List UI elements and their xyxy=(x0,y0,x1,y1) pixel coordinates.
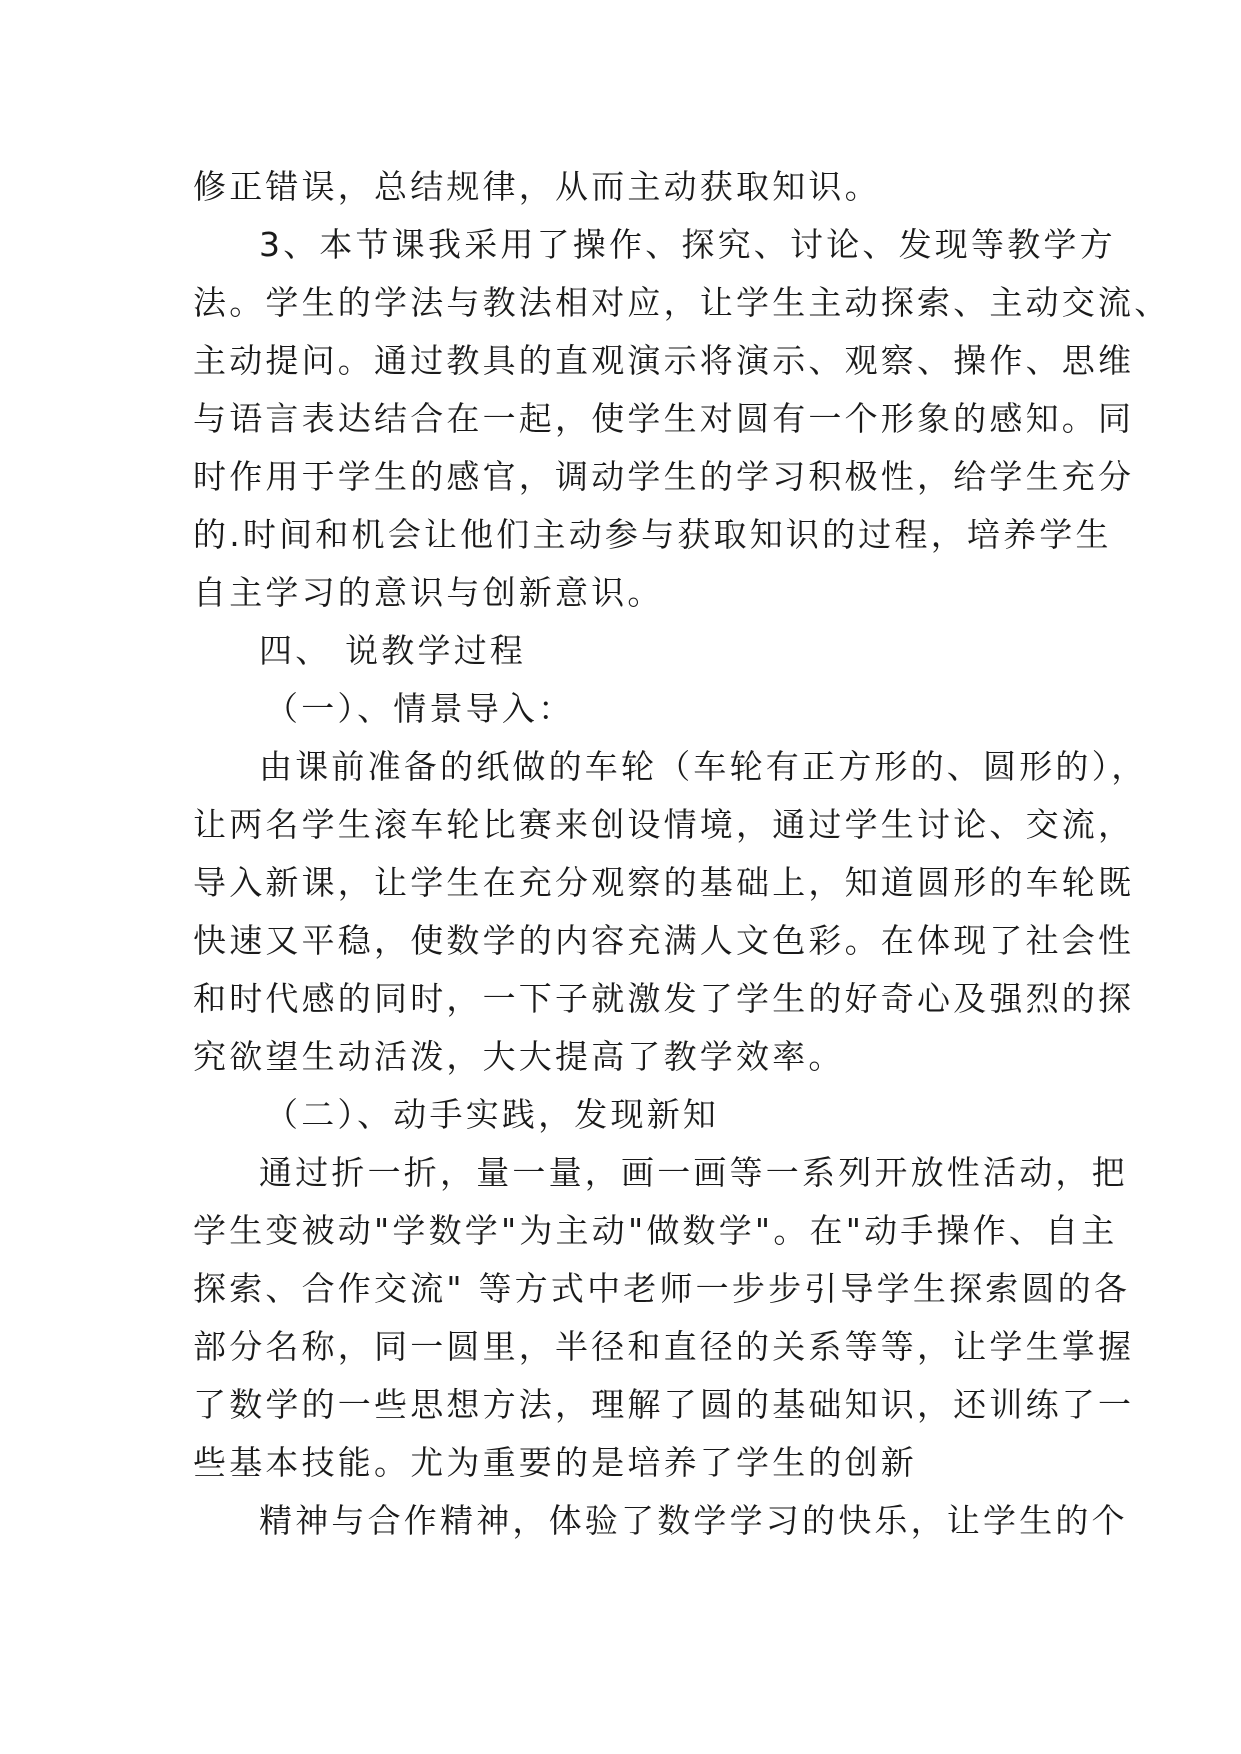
text-line: 导入新课，让学生在充分观察的基础上，知道圆形的车轮既 xyxy=(193,863,1135,902)
text-line: 通过折一折，量一量，画一画等一系列开放性活动，把 xyxy=(259,1153,1128,1192)
text-line: 的.时间和机会让他们主动参与获取知识的过程，培养学生 xyxy=(193,515,1112,554)
text-line: （一）、情景导入： xyxy=(265,689,575,728)
text-line: 快速又平稳，使数学的内容充满人文色彩。在体现了社会性 xyxy=(193,921,1135,960)
text-line: 探索、合作交流" 等方式中老师一步步引导学生探索圆的各 xyxy=(193,1269,1131,1308)
text-line: 了数学的一些思想方法，理解了圆的基础知识，还训练了一 xyxy=(193,1385,1135,1424)
text-line: 精神与合作精神，体验了数学学习的快乐，让学生的个 xyxy=(259,1501,1128,1540)
text-line: 和时代感的同时，一下子就激发了学生的好奇心及强烈的探 xyxy=(193,979,1135,1018)
text-line: 些基本技能。尤为重要的是培养了学生的创新 xyxy=(193,1443,917,1482)
text-line: 四、 说教学过程 xyxy=(259,631,527,670)
text-line: 3、本节课我采用了操作、探究、讨论、发现等教学方 xyxy=(259,225,1116,264)
text-line: 修正错误，总结规律，从而主动获取知识。 xyxy=(193,167,881,206)
text-line: 由课前准备的纸做的车轮（车轮有正方形的、圆形的）， xyxy=(259,747,1148,786)
text-line: 与语言表达结合在一起，使学生对圆有一个形象的感知。同 xyxy=(193,399,1135,438)
text-line: 主动提问。通过教具的直观演示将演示、观察、操作、思维 xyxy=(193,341,1135,380)
text-line: 时作用于学生的感官，调动学生的学习积极性，给学生充分 xyxy=(193,457,1135,496)
text-line: 让两名学生滚车轮比赛来创设情境，通过学生讨论、交流， xyxy=(193,805,1135,844)
text-line: 学生变被动"学数学"为主动"做数学"。在"动手操作、自主 xyxy=(193,1211,1118,1250)
text-line: 法。学生的学法与教法相对应，让学生主动探索、主动交流、 xyxy=(193,283,1171,322)
text-line: 部分名称，同一圆里，半径和直径的关系等等，让学生掌握 xyxy=(193,1327,1135,1366)
text-line: （二）、动手实践，发现新知 xyxy=(265,1095,720,1134)
text-line: 自主学习的意识与创新意识。 xyxy=(193,573,664,612)
document-body xyxy=(193,158,1171,1550)
text-line: 究欲望生动活泼，大大提高了教学效率。 xyxy=(193,1037,845,1076)
